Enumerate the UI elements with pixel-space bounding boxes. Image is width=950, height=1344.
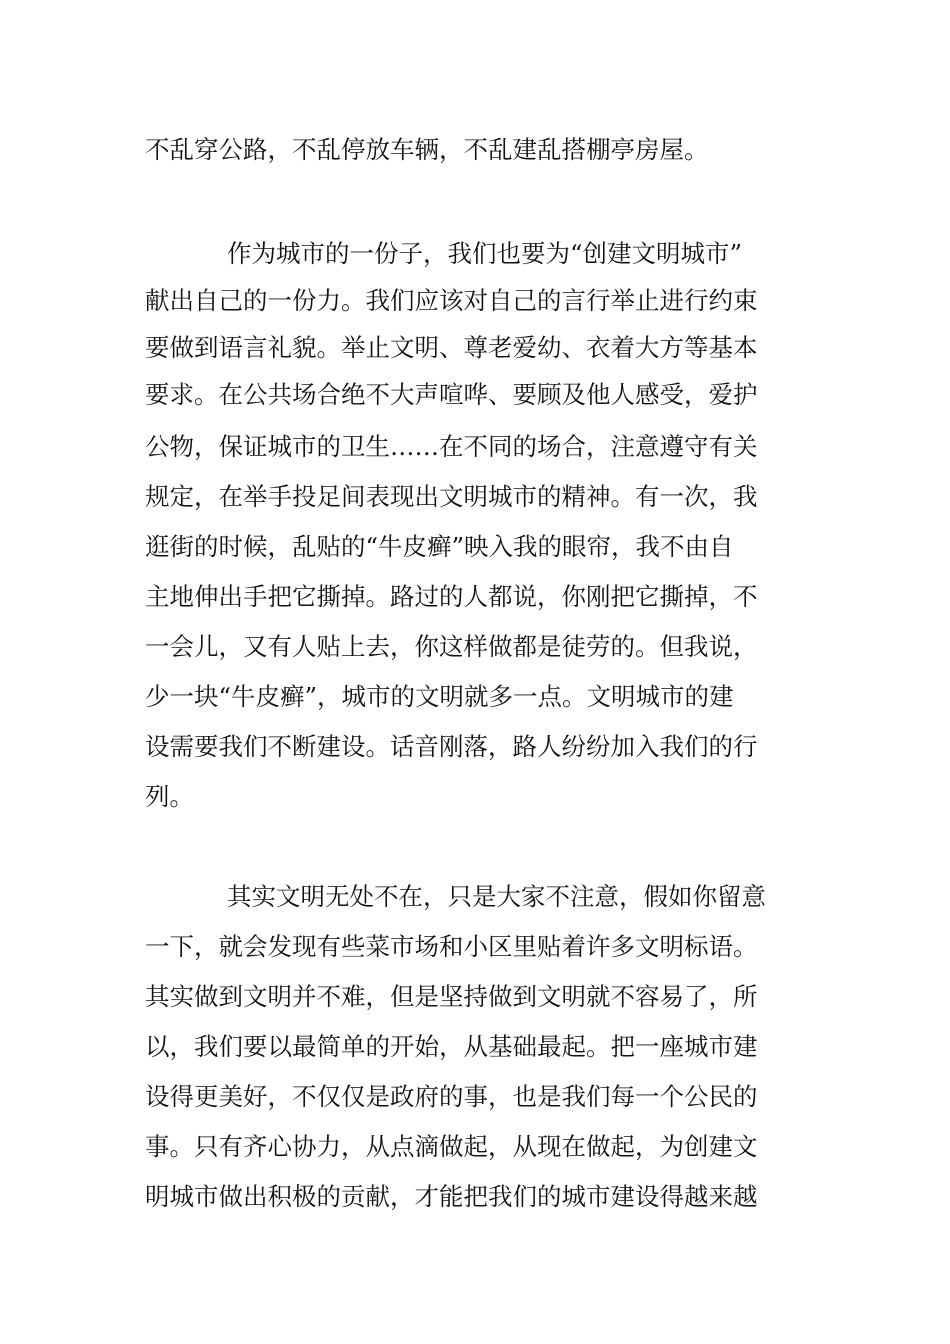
paragraph-2-line-1: 作为城市的一份子，我们也要为“创建文明城市” (227, 239, 743, 268)
paragraph-2-line-11: 设需要我们不断建设。话音刚落，路人纷纷加入我们的行 (145, 732, 758, 761)
paragraph-3-line-7: 明城市做出积极的贡献，才能把我们的城市建设得越来越 (145, 1182, 758, 1211)
paragraph-2-line-5: 公物，保证城市的卫生……在不同的场合，注意遵守有关 (145, 432, 758, 461)
paragraph-2-line-2: 献出自己的一份力。我们应该对自己的言行举止进行约束 (145, 286, 758, 315)
paragraph-2-line-8: 主地伸出手把它撕掉。路过的人都说，你刚把它撕掉，不 (145, 582, 758, 611)
paragraph-3-line-5: 设得更美好，不仅仅是政府的事，也是我们每一个公民的 (145, 1082, 758, 1111)
paragraph-3-line-2: 一下，就会发现有些菜市场和小区里贴着许多文明标语。 (145, 932, 758, 961)
paragraph-2-line-3: 要做到语言礼貌。举止文明、尊老爱幼、衣着大方等基本 (145, 333, 758, 362)
paragraph-1-line-1: 不乱穿公路，不乱停放车辆，不乱建乱搭棚亭房屋。 (145, 135, 709, 164)
paragraph-2-line-12: 列。 (145, 782, 194, 811)
paragraph-2-line-7: 逛街的时候，乱贴的“牛皮癣”映入我的眼帘，我不由自 (145, 532, 734, 561)
paragraph-2-line-9: 一会儿，又有人贴上去，你这样做都是徒劳的。但我说， (145, 632, 758, 661)
paragraph-2-line-4: 要求。在公共场合绝不大声喧哗、要顾及他人感受，爱护 (145, 380, 758, 409)
paragraph-3-line-6: 事。只有齐心协力，从点滴做起，从现在做起，为创建文 (145, 1132, 758, 1161)
paragraph-2-line-10: 少一块“牛皮癣”，城市的文明就多一点。文明城市的建 (145, 682, 734, 711)
paragraph-3-line-3: 其实做到文明并不难，但是坚持做到文明就不容易了，所 (145, 982, 758, 1011)
paragraph-2-line-6: 规定，在举手投足间表现出文明城市的精神。有一次，我 (145, 482, 758, 511)
paragraph-3-line-1: 其实文明无处不在，只是大家不注意，假如你留意 (227, 882, 766, 911)
paragraph-3-line-4: 以，我们要以最简单的开始，从基础最起。把一座城市建 (145, 1032, 758, 1061)
